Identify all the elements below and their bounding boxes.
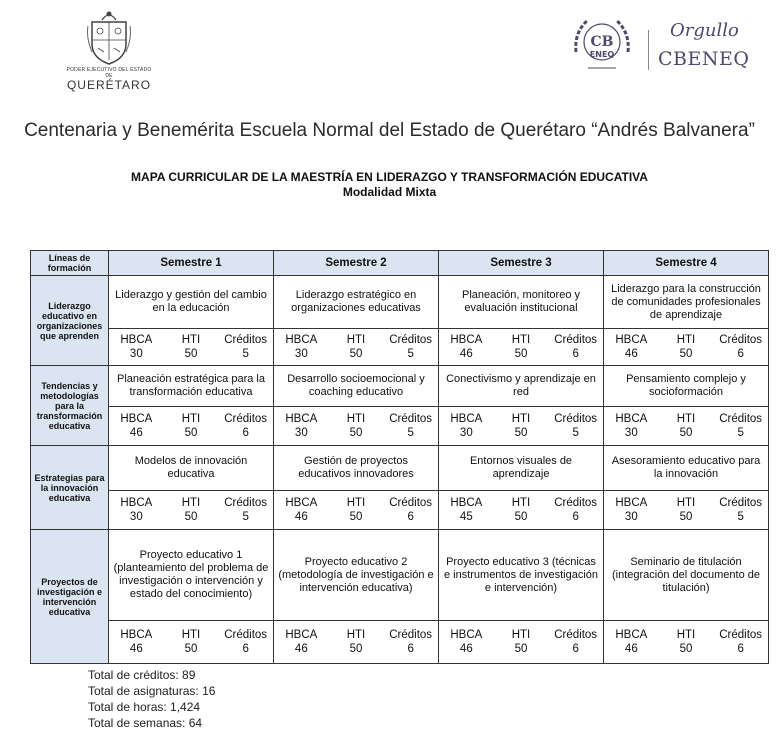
creditos-label: Créditos [389, 334, 433, 346]
hti-label: HTI [181, 334, 201, 346]
line-label: Estrategias para la innovación educativa [31, 446, 109, 530]
credits-grid [109, 626, 273, 658]
table-header-row [31, 251, 769, 276]
hbca-value: 46 [459, 643, 473, 655]
course-name: Proyecto educativo 2 (metodología de investigación e intervención educativa) [274, 530, 439, 621]
course-name: Conectivismo y aprendizaje en red [439, 366, 604, 407]
hbca-value: 46 [129, 427, 143, 439]
creditos-cell [383, 410, 438, 442]
creditos-value: 6 [572, 511, 579, 523]
hti-cell [494, 410, 549, 442]
hbca-value: 45 [459, 511, 473, 523]
creditos-value: 6 [407, 511, 414, 523]
hbca-cell [109, 494, 164, 526]
curricular-map-table [30, 250, 769, 664]
hti-cell [164, 494, 219, 526]
hbca-label: HBCA [285, 413, 318, 425]
hbca-cell [604, 331, 659, 363]
hbca-value: 46 [129, 643, 143, 655]
svg-text:CB: CB [590, 34, 614, 50]
hti-value: 50 [514, 643, 528, 655]
creditos-label: Créditos [554, 629, 598, 641]
hbca-label: HBCA [285, 629, 318, 641]
hti-cell [329, 494, 384, 526]
hbca-value: 30 [459, 427, 473, 439]
hbca-label: HBCA [120, 629, 153, 641]
credits-grid [274, 410, 438, 442]
course-name: Pensamiento complejo y socioformación [604, 366, 769, 407]
hti-cell [164, 331, 219, 363]
course-name: Proyecto educativo 3 (técnicas e instrumentos de investigación e intervención) [439, 530, 604, 621]
lines-header: Líneas de formación [31, 251, 109, 276]
credits-grid [439, 410, 603, 442]
hti-label: HTI [511, 334, 531, 346]
course-credits [439, 329, 604, 366]
hbca-value: 30 [294, 427, 308, 439]
table-row [31, 530, 769, 621]
hti-label: HTI [181, 413, 201, 425]
queretaro-logo [64, 8, 154, 100]
hti-label: HTI [676, 497, 696, 509]
credits-grid [109, 410, 273, 442]
hbca-label: HBCA [120, 413, 153, 425]
hbca-cell [274, 410, 329, 442]
hbca-label: HBCA [450, 413, 483, 425]
hbca-cell [604, 494, 659, 526]
course-credits [274, 329, 439, 366]
hbca-value: 46 [624, 643, 638, 655]
table-row [31, 446, 769, 491]
totals-block [88, 667, 215, 731]
creditos-cell [218, 331, 273, 363]
hti-value: 50 [349, 348, 363, 360]
hbca-value: 30 [624, 511, 638, 523]
creditos-label: Créditos [224, 334, 268, 346]
hti-cell [329, 410, 384, 442]
cbeneq-text: CBENEQ [658, 48, 750, 70]
hbca-label: HBCA [120, 497, 153, 509]
course-credits [604, 329, 769, 366]
hbca-cell [604, 410, 659, 442]
hti-label: HTI [676, 334, 696, 346]
hbca-label: HBCA [450, 497, 483, 509]
creditos-value: 6 [737, 348, 744, 360]
credits-grid [109, 331, 273, 363]
credits-row [31, 407, 769, 446]
creditos-cell [218, 494, 273, 526]
credits-grid [439, 331, 603, 363]
course-credits [439, 407, 604, 446]
hti-cell [659, 410, 714, 442]
creditos-label: Créditos [554, 497, 598, 509]
course-name: Liderazgo para la construcción de comunidades profesionales de aprendizaje [604, 276, 769, 329]
credits-grid [604, 494, 768, 526]
creditos-label: Créditos [719, 629, 763, 641]
total-semanas: Total de semanas: 64 [88, 716, 203, 730]
hti-cell [659, 331, 714, 363]
hbca-value: 30 [294, 348, 308, 360]
course-credits [604, 407, 769, 446]
hti-value: 50 [514, 511, 528, 523]
course-name: Liderazgo y gestión del cambio en la educación [109, 276, 274, 329]
hti-cell [329, 331, 384, 363]
course-name: Planeación, monitoreo y evaluación institucional [439, 276, 604, 329]
hbca-value: 30 [624, 427, 638, 439]
hbca-label: HBCA [450, 334, 483, 346]
hbca-label: HBCA [285, 497, 318, 509]
course-name: Asesoramiento educativo para la innovación [604, 446, 769, 491]
left-logo-city: QUERÉTARO [66, 78, 152, 92]
line-label: Tendencias y metodologías para la transformación educativa [31, 366, 109, 446]
course-credits [274, 621, 439, 664]
creditos-label: Créditos [224, 497, 268, 509]
hbca-label: HBCA [615, 629, 648, 641]
creditos-cell [548, 494, 603, 526]
hti-cell [164, 626, 219, 658]
hti-cell [659, 626, 714, 658]
creditos-label: Créditos [719, 497, 763, 509]
logo-divider [648, 30, 649, 70]
document-subtitle: Modalidad Mixta [342, 185, 437, 199]
creditos-cell [218, 626, 273, 658]
creditos-label: Créditos [224, 629, 268, 641]
semester-1-header: Semestre 1 [109, 251, 274, 276]
creditos-value: 5 [242, 511, 249, 523]
credits-grid [604, 626, 768, 658]
creditos-value: 5 [572, 427, 579, 439]
credits-row [31, 621, 769, 664]
hti-label: HTI [181, 629, 201, 641]
semester-2-header: Semestre 2 [274, 251, 439, 276]
hbca-cell [274, 331, 329, 363]
hbca-value: 30 [129, 348, 143, 360]
hbca-value: 46 [294, 643, 308, 655]
svg-text:ENEQ: ENEQ [589, 50, 615, 59]
credits-grid [274, 626, 438, 658]
creditos-cell [548, 410, 603, 442]
hti-value: 50 [184, 643, 198, 655]
credits-grid [439, 626, 603, 658]
hbca-label: HBCA [615, 497, 648, 509]
course-name: Planeación estratégica para la transformación educativa [109, 366, 274, 407]
left-logo-small-text: PODER EJECUTIVO DEL ESTADO DE [66, 67, 152, 79]
hti-value: 50 [679, 348, 693, 360]
hbca-label: HBCA [615, 413, 648, 425]
hti-cell [659, 494, 714, 526]
course-name: Seminario de titulación (integración del documento de titulación) [604, 530, 769, 621]
hti-value: 50 [679, 643, 693, 655]
institution-name: Centenaria y Benemérita Escuela Normal del Estado de Querétaro “Andrés Balvanera” [24, 120, 755, 141]
creditos-label: Créditos [224, 413, 268, 425]
cbeneq-seal-icon [566, 12, 638, 78]
hti-label: HTI [511, 413, 531, 425]
document-title: MAPA CURRICULAR DE LA MAESTRÍA EN LIDERAZGO Y TRANSFORMACIÓN EDUCATIVA [131, 170, 648, 184]
creditos-value: 6 [572, 348, 579, 360]
hti-cell [494, 331, 549, 363]
hbca-cell [439, 494, 494, 526]
creditos-cell [383, 331, 438, 363]
creditos-value: 5 [737, 511, 744, 523]
state-seal-icon [84, 8, 134, 66]
total-asignaturas: Total de asignaturas: 16 [88, 684, 216, 698]
creditos-value: 5 [407, 348, 414, 360]
table-row [31, 366, 769, 407]
hti-label: HTI [676, 629, 696, 641]
creditos-cell [218, 410, 273, 442]
creditos-cell [713, 331, 768, 363]
hti-cell [494, 626, 549, 658]
hti-value: 50 [184, 511, 198, 523]
cbeneq-logo [566, 12, 766, 82]
hti-value: 50 [514, 348, 528, 360]
hti-label: HTI [346, 334, 366, 346]
hti-value: 50 [514, 427, 528, 439]
hbca-cell [109, 331, 164, 363]
credits-grid [439, 494, 603, 526]
hti-value: 50 [184, 427, 198, 439]
hti-cell [494, 494, 549, 526]
creditos-label: Créditos [719, 334, 763, 346]
hbca-cell [274, 626, 329, 658]
credits-grid [109, 494, 273, 526]
hbca-label: HBCA [285, 334, 318, 346]
course-credits [604, 491, 769, 530]
hti-value: 50 [349, 643, 363, 655]
hti-label: HTI [511, 497, 531, 509]
hti-label: HTI [346, 413, 366, 425]
course-name: Gestión de proyectos educativos innovadores [274, 446, 439, 491]
creditos-label: Créditos [719, 413, 763, 425]
hti-label: HTI [676, 413, 696, 425]
creditos-value: 5 [737, 427, 744, 439]
hbca-value: 46 [294, 511, 308, 523]
hbca-cell [274, 494, 329, 526]
hti-cell [164, 410, 219, 442]
course-credits [439, 621, 604, 664]
creditos-value: 6 [572, 643, 579, 655]
hbca-label: HBCA [450, 629, 483, 641]
course-credits [109, 329, 274, 366]
creditos-cell [548, 626, 603, 658]
course-name: Modelos de innovación educativa [109, 446, 274, 491]
course-credits [109, 621, 274, 664]
hti-label: HTI [346, 629, 366, 641]
table-row [31, 276, 769, 329]
creditos-label: Créditos [554, 413, 598, 425]
creditos-cell [713, 494, 768, 526]
hbca-cell [439, 410, 494, 442]
course-credits [274, 491, 439, 530]
creditos-label: Créditos [554, 334, 598, 346]
creditos-value: 6 [242, 643, 249, 655]
creditos-label: Créditos [389, 497, 433, 509]
creditos-value: 6 [737, 643, 744, 655]
creditos-value: 6 [242, 427, 249, 439]
credits-grid [274, 331, 438, 363]
creditos-cell [713, 626, 768, 658]
creditos-value: 5 [407, 427, 414, 439]
credits-row [31, 329, 769, 366]
course-name: Desarrollo socioemocional y coaching educativo [274, 366, 439, 407]
course-credits [439, 491, 604, 530]
hbca-value: 30 [129, 511, 143, 523]
hti-value: 50 [184, 348, 198, 360]
hti-value: 50 [679, 427, 693, 439]
orgullo-text: Orgullo [670, 20, 739, 41]
course-credits [274, 407, 439, 446]
credits-grid [604, 410, 768, 442]
hti-label: HTI [346, 497, 366, 509]
hbca-cell [109, 410, 164, 442]
document-title-block [0, 170, 779, 200]
semester-4-header: Semestre 4 [604, 251, 769, 276]
creditos-cell [713, 410, 768, 442]
course-name: Proyecto educativo 1 (planteamiento del problema de investigación o intervención y estado del conocimiento) [109, 530, 274, 621]
hti-value: 50 [679, 511, 693, 523]
hbca-cell [604, 626, 659, 658]
hbca-label: HBCA [615, 334, 648, 346]
hbca-cell [439, 331, 494, 363]
course-name: Entornos visuales de aprendizaje [439, 446, 604, 491]
total-horas: Total de horas: 1,424 [88, 700, 201, 714]
hbca-value: 46 [459, 348, 473, 360]
creditos-cell [548, 331, 603, 363]
hbca-cell [439, 626, 494, 658]
credits-row [31, 491, 769, 530]
hti-label: HTI [181, 497, 201, 509]
line-label: Liderazgo educativo en organizaciones que aprenden [31, 276, 109, 366]
semester-3-header: Semestre 3 [439, 251, 604, 276]
total-creditos: Total de créditos: 89 [88, 668, 196, 682]
creditos-cell [383, 626, 438, 658]
hti-cell [329, 626, 384, 658]
hbca-label: HBCA [120, 334, 153, 346]
creditos-label: Créditos [389, 629, 433, 641]
course-credits [109, 491, 274, 530]
hbca-cell [109, 626, 164, 658]
hbca-value: 46 [624, 348, 638, 360]
creditos-cell [383, 494, 438, 526]
creditos-value: 6 [407, 643, 414, 655]
credits-grid [274, 494, 438, 526]
line-label: Proyectos de investigación e intervención educativa [31, 530, 109, 664]
course-credits [604, 621, 769, 664]
hti-value: 50 [349, 427, 363, 439]
creditos-value: 5 [242, 348, 249, 360]
credits-grid [604, 331, 768, 363]
course-name: Liderazgo estratégico en organizaciones educativas [274, 276, 439, 329]
course-credits [109, 407, 274, 446]
creditos-label: Créditos [389, 413, 433, 425]
hti-label: HTI [511, 629, 531, 641]
hti-value: 50 [349, 511, 363, 523]
